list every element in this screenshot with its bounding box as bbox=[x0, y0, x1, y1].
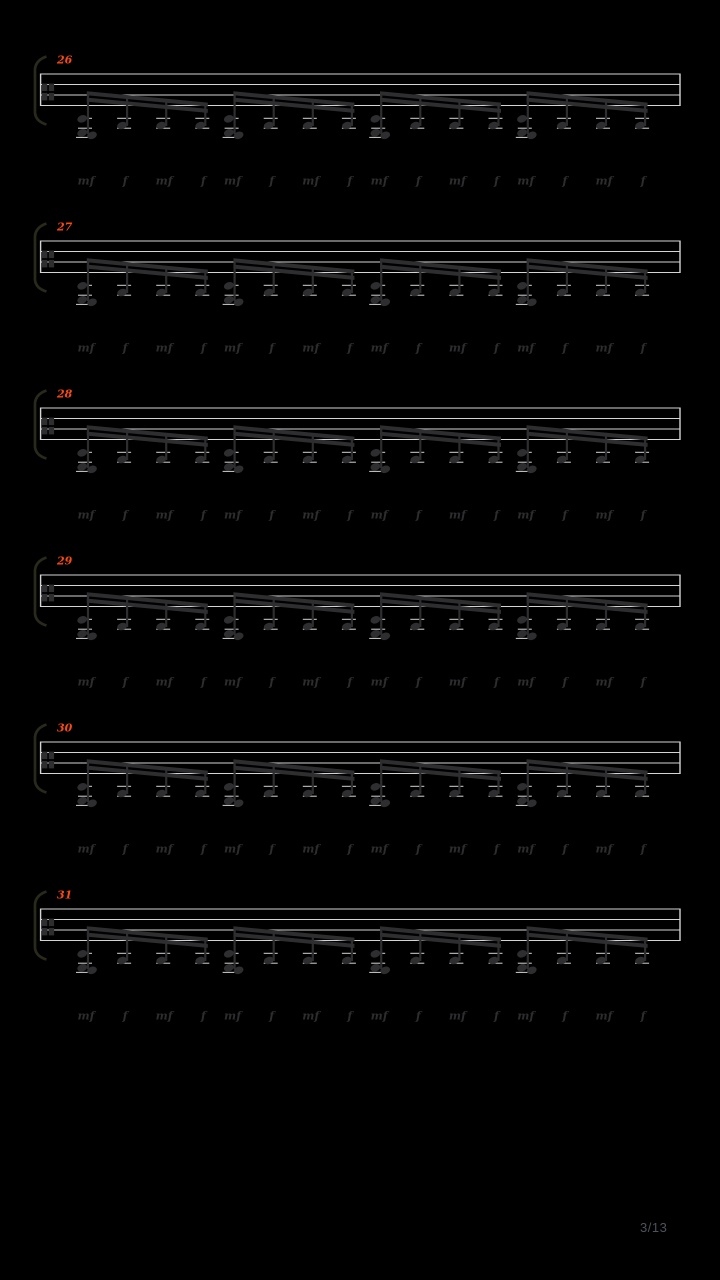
dynamic-marking: mf bbox=[517, 1008, 535, 1023]
chord-notehead bbox=[516, 963, 528, 973]
time-signature-block bbox=[49, 427, 54, 435]
chord-notehead bbox=[370, 963, 382, 973]
chord-notehead bbox=[223, 615, 235, 625]
dynamic-marking: f bbox=[562, 674, 568, 689]
chord-notehead bbox=[76, 462, 88, 472]
chord-notehead bbox=[76, 949, 88, 959]
dynamic-marking: f bbox=[562, 173, 568, 188]
dynamic-marking: f bbox=[200, 674, 206, 689]
chord-notehead bbox=[516, 295, 528, 305]
chord-notehead bbox=[370, 114, 382, 124]
dynamic-marking: f bbox=[415, 841, 421, 856]
dynamic-marking: f bbox=[494, 173, 499, 188]
chord-notehead bbox=[370, 462, 382, 472]
time-signature-block bbox=[49, 919, 54, 927]
time-signature-block bbox=[42, 752, 47, 760]
time-signature-block bbox=[42, 251, 47, 259]
dynamic-marking: f bbox=[415, 507, 421, 522]
system-notation bbox=[0, 545, 720, 695]
dynamic-marking: mf bbox=[370, 841, 388, 856]
chord-notehead bbox=[223, 782, 235, 792]
dynamic-marking: mf bbox=[77, 674, 95, 689]
chord-notehead bbox=[516, 796, 528, 806]
dynamic-marking: f bbox=[347, 674, 353, 689]
time-signature-block bbox=[42, 427, 47, 435]
measure-number-label: 28 bbox=[57, 387, 73, 401]
dynamic-marking: f bbox=[415, 674, 421, 689]
dynamic-marking: f bbox=[640, 507, 646, 522]
dynamic-marking: mf bbox=[224, 841, 242, 856]
dynamic-marking: mf bbox=[224, 507, 242, 522]
time-signature-block bbox=[49, 594, 54, 602]
dynamic-marking: f bbox=[200, 507, 206, 522]
dynamic-marking: mf bbox=[302, 674, 320, 689]
chord-notehead bbox=[223, 796, 235, 806]
chord-notehead bbox=[516, 281, 528, 291]
dynamic-marking: f bbox=[640, 173, 646, 188]
measure-number-label: 27 bbox=[57, 220, 73, 234]
dynamic-marking: mf bbox=[448, 507, 466, 522]
chord-notehead bbox=[76, 963, 88, 973]
time-signature-block bbox=[42, 418, 47, 426]
chord-notehead bbox=[223, 295, 235, 305]
dynamic-marking: f bbox=[200, 841, 206, 856]
chord-notehead bbox=[76, 629, 88, 639]
dynamic-marking: mf bbox=[302, 340, 320, 355]
dynamic-marking: f bbox=[200, 1008, 206, 1023]
chord-notehead bbox=[516, 615, 528, 625]
score-system-measure-29[interactable] bbox=[0, 545, 720, 695]
score-system-measure-31[interactable] bbox=[0, 879, 720, 1029]
dynamic-marking: mf bbox=[224, 173, 242, 188]
dynamic-marking: f bbox=[122, 507, 128, 522]
measure-number-label: 30 bbox=[57, 721, 73, 735]
system-notation bbox=[0, 211, 720, 361]
dynamic-marking: f bbox=[415, 1008, 421, 1023]
dynamic-marking: mf bbox=[517, 173, 535, 188]
dynamic-marking: f bbox=[347, 507, 353, 522]
dynamic-marking: mf bbox=[448, 1008, 466, 1023]
dynamic-marking: mf bbox=[370, 340, 388, 355]
dynamic-marking: f bbox=[200, 340, 206, 355]
dynamic-marking: f bbox=[269, 841, 275, 856]
system-notation bbox=[0, 44, 720, 194]
time-signature-block bbox=[49, 418, 54, 426]
time-signature-block bbox=[49, 260, 54, 268]
dynamic-marking: f bbox=[562, 507, 568, 522]
time-signature-block bbox=[42, 93, 47, 101]
dynamic-marking: mf bbox=[77, 340, 95, 355]
dynamic-marking: mf bbox=[155, 1008, 173, 1023]
time-signature-block bbox=[42, 761, 47, 769]
chord-notehead bbox=[223, 128, 235, 138]
score-system-measure-27[interactable] bbox=[0, 211, 720, 361]
chord-notehead bbox=[370, 448, 382, 458]
chord-notehead bbox=[223, 114, 235, 124]
chord-notehead bbox=[516, 782, 528, 792]
dynamic-marking: mf bbox=[448, 841, 466, 856]
dynamic-marking: mf bbox=[302, 507, 320, 522]
dynamic-marking: f bbox=[640, 841, 646, 856]
dynamic-marking: f bbox=[269, 1008, 275, 1023]
measure-number-label: 26 bbox=[57, 53, 73, 67]
dynamic-marking: mf bbox=[595, 674, 613, 689]
chord-notehead bbox=[223, 462, 235, 472]
dynamic-marking: mf bbox=[77, 507, 95, 522]
dynamic-marking: mf bbox=[77, 1008, 95, 1023]
chord-notehead bbox=[370, 796, 382, 806]
chord-notehead bbox=[76, 782, 88, 792]
time-signature-block bbox=[42, 585, 47, 593]
dynamic-marking: mf bbox=[155, 340, 173, 355]
dynamic-marking: mf bbox=[517, 507, 535, 522]
chord-notehead bbox=[76, 281, 88, 291]
dynamic-marking: f bbox=[494, 507, 499, 522]
dynamic-marking: f bbox=[269, 173, 275, 188]
time-signature-block bbox=[42, 84, 47, 92]
dynamic-marking: mf bbox=[370, 507, 388, 522]
dynamic-marking: mf bbox=[224, 1008, 242, 1023]
chord-notehead bbox=[370, 615, 382, 625]
chord-notehead bbox=[516, 448, 528, 458]
chord-notehead bbox=[370, 128, 382, 138]
measure-number-label: 31 bbox=[57, 888, 73, 902]
dynamic-marking: mf bbox=[448, 340, 466, 355]
time-signature-block bbox=[49, 251, 54, 259]
dynamic-marking: mf bbox=[595, 507, 613, 522]
dynamic-marking: f bbox=[562, 841, 568, 856]
system-notation bbox=[0, 879, 720, 1029]
dynamic-marking: f bbox=[122, 173, 128, 188]
score-system-measure-30[interactable] bbox=[0, 712, 720, 862]
time-signature-block bbox=[49, 761, 54, 769]
dynamic-marking: mf bbox=[595, 841, 613, 856]
chord-notehead bbox=[370, 281, 382, 291]
time-signature-block bbox=[49, 928, 54, 936]
time-signature-block bbox=[42, 928, 47, 936]
dynamic-marking: f bbox=[122, 1008, 128, 1023]
chord-notehead bbox=[76, 128, 88, 138]
dynamic-marking: mf bbox=[448, 173, 466, 188]
dynamic-marking: mf bbox=[155, 173, 173, 188]
time-signature-block bbox=[49, 752, 54, 760]
dynamic-marking: mf bbox=[77, 173, 95, 188]
chord-notehead bbox=[76, 796, 88, 806]
chord-notehead bbox=[516, 114, 528, 124]
dynamic-marking: f bbox=[640, 674, 646, 689]
dynamic-marking: f bbox=[269, 507, 275, 522]
chord-notehead bbox=[516, 462, 528, 472]
chord-notehead bbox=[223, 281, 235, 291]
dynamic-marking: f bbox=[269, 340, 275, 355]
dynamic-marking: f bbox=[122, 841, 128, 856]
system-notation bbox=[0, 378, 720, 528]
dynamic-marking: mf bbox=[302, 841, 320, 856]
dynamic-marking: mf bbox=[595, 340, 613, 355]
dynamic-marking: f bbox=[494, 1008, 499, 1023]
chord-notehead bbox=[516, 128, 528, 138]
dynamic-marking: f bbox=[347, 1008, 353, 1023]
chord-notehead bbox=[76, 615, 88, 625]
time-signature-block bbox=[49, 93, 54, 101]
chord-notehead bbox=[223, 963, 235, 973]
dynamic-marking: f bbox=[122, 674, 128, 689]
chord-notehead bbox=[516, 629, 528, 639]
chord-notehead bbox=[76, 295, 88, 305]
dynamic-marking: mf bbox=[517, 340, 535, 355]
chord-notehead bbox=[223, 629, 235, 639]
dynamic-marking: mf bbox=[155, 841, 173, 856]
dynamic-marking: mf bbox=[517, 841, 535, 856]
chord-notehead bbox=[370, 295, 382, 305]
chord-notehead bbox=[370, 949, 382, 959]
dynamic-marking: f bbox=[269, 674, 275, 689]
score-system-measure-28[interactable] bbox=[0, 378, 720, 528]
dynamic-marking: mf bbox=[155, 507, 173, 522]
dynamic-marking: f bbox=[347, 340, 353, 355]
dynamic-marking: mf bbox=[224, 340, 242, 355]
dynamic-marking: f bbox=[494, 841, 499, 856]
system-notation bbox=[0, 712, 720, 862]
dynamic-marking: mf bbox=[77, 841, 95, 856]
dynamic-marking: f bbox=[347, 173, 353, 188]
time-signature-block bbox=[49, 84, 54, 92]
chord-notehead bbox=[370, 782, 382, 792]
dynamic-marking: f bbox=[494, 340, 499, 355]
dynamic-marking: mf bbox=[595, 1008, 613, 1023]
dynamic-marking: f bbox=[562, 1008, 568, 1023]
chord-notehead bbox=[76, 114, 88, 124]
page-indicator: 3/13 bbox=[640, 1220, 668, 1235]
dynamic-marking: f bbox=[122, 340, 128, 355]
time-signature-block bbox=[42, 260, 47, 268]
dynamic-marking: mf bbox=[224, 674, 242, 689]
dynamic-marking: mf bbox=[302, 1008, 320, 1023]
dynamic-marking: f bbox=[415, 173, 421, 188]
dynamic-marking: mf bbox=[370, 173, 388, 188]
dynamic-marking: mf bbox=[448, 674, 466, 689]
dynamic-marking: mf bbox=[595, 173, 613, 188]
dynamic-marking: f bbox=[640, 340, 646, 355]
chord-notehead bbox=[370, 629, 382, 639]
dynamic-marking: mf bbox=[370, 1008, 388, 1023]
dynamic-marking: f bbox=[640, 1008, 646, 1023]
score-system-measure-26[interactable] bbox=[0, 44, 720, 194]
dynamic-marking: mf bbox=[155, 674, 173, 689]
dynamic-marking: f bbox=[200, 173, 206, 188]
time-signature-block bbox=[49, 585, 54, 593]
time-signature-block bbox=[42, 594, 47, 602]
chord-notehead bbox=[516, 949, 528, 959]
dynamic-marking: f bbox=[347, 841, 353, 856]
time-signature-block bbox=[42, 919, 47, 927]
chord-notehead bbox=[223, 949, 235, 959]
dynamic-marking: f bbox=[415, 340, 421, 355]
dynamic-marking: f bbox=[562, 340, 568, 355]
dynamic-marking: mf bbox=[370, 674, 388, 689]
chord-notehead bbox=[76, 448, 88, 458]
dynamic-marking: f bbox=[494, 674, 499, 689]
dynamic-marking: mf bbox=[302, 173, 320, 188]
measure-number-label: 29 bbox=[57, 554, 73, 568]
dynamic-marking: mf bbox=[517, 674, 535, 689]
chord-notehead bbox=[223, 448, 235, 458]
